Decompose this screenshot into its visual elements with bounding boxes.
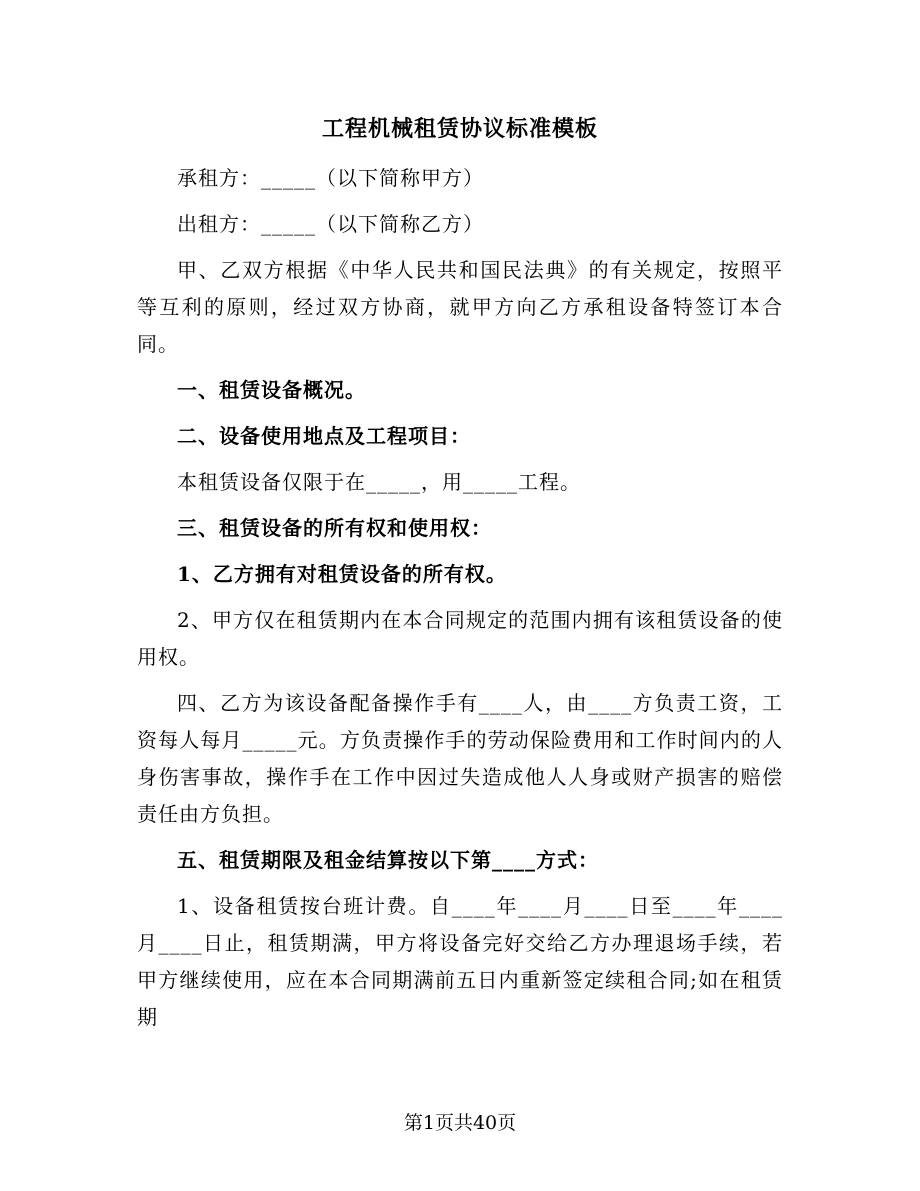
usage-location-paragraph: 本租赁设备仅限于在_____，用_____工程。 [177, 470, 581, 494]
operator-paragraph: 四、乙方为该设备配备操作手有____人，由____方负责工资，工资每人每月_____元。方负责操作手的劳动保险费用和工作时间内的人身伤害事故，操作手在工作中因过失造成他人人身或财产损害的赔偿责任由方负担。 [137, 691, 783, 826]
lessor-line: 出租方：_____（以下简称乙方） [177, 212, 484, 236]
document-body [137, 160, 783, 1045]
section-heading-3: 三、租赁设备的所有权和使用权： [177, 516, 492, 540]
rental-term-paragraph: 1、设备租赁按台班计费。自____年____月____日至____年____月____日止，租赁期满，甲方将设备完好交给乙方办理退场手续，若甲方继续使用，应在本合同期满前五日内重新签定续租合同;如在租赁期 [137, 894, 783, 1029]
preamble-paragraph: 甲、乙双方根据《中华人民共和国民法典》的有关规定，按照平等互利的原则，经过双方协商，就甲方向乙方承租设备特签订本合同。 [137, 258, 783, 356]
document-title: 工程机械租赁协议标准模板 [321, 116, 598, 142]
section-heading-1: 一、租赁设备概况。 [177, 378, 366, 402]
section-heading-5: 五、租赁期限及租金结算按以下第____方式： [177, 848, 599, 872]
page-footer: 第1页共40页 [403, 1112, 517, 1134]
section-heading-2: 二、设备使用地点及工程项目： [177, 424, 471, 448]
ownership-clause: 1、乙方拥有对租赁设备的所有权。 [177, 562, 507, 586]
usage-right-clause: 2、甲方仅在租赁期内在本合同规定的范围内拥有该租赁设备的使用权。 [137, 608, 783, 669]
lessee-line: 承租方：_____（以下简称甲方） [177, 166, 484, 190]
